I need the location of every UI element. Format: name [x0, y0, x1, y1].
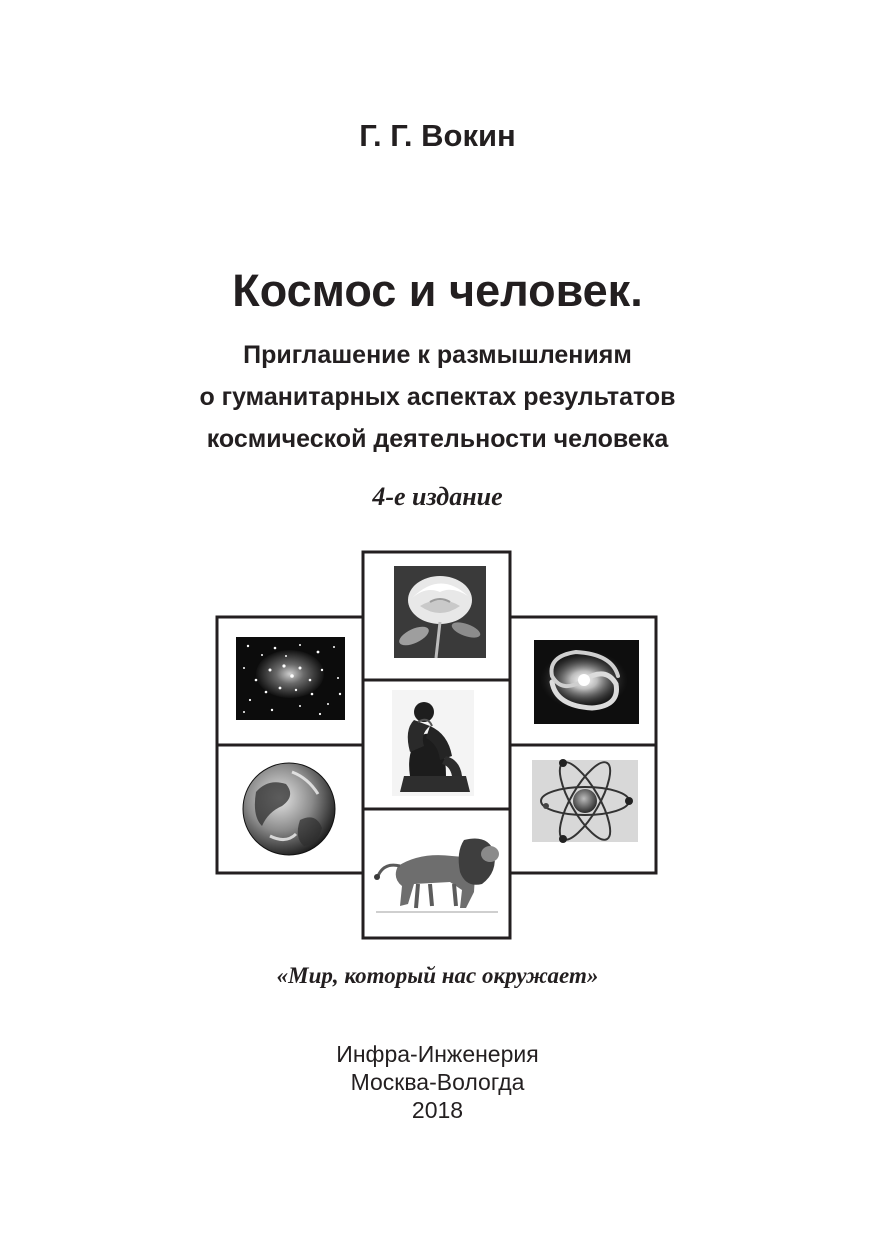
spiral-galaxy-icon [534, 640, 639, 724]
author: Г. Г. Вокин [359, 118, 516, 153]
city: Москва-Вологда [350, 1069, 525, 1095]
subtitle-line: космической деятельности человека [206, 425, 669, 453]
earth-icon [243, 763, 335, 855]
thinker-statue-icon [392, 690, 474, 796]
lion-icon [374, 839, 499, 913]
edition: 4-е издание [372, 482, 503, 511]
rose-icon [394, 566, 486, 658]
publisher: Инфра-Инженерия [336, 1041, 539, 1067]
atom-model-icon [532, 756, 638, 846]
subtitle-line: Приглашение к размышлениям [243, 341, 632, 369]
subtitle-line: о гуманитарных аспектах результатов [199, 383, 676, 411]
book-title: Космос и человек. [232, 265, 643, 316]
series-name: «Мир, который нас окружает» [276, 963, 599, 988]
star-cluster-icon [236, 637, 345, 720]
year: 2018 [411, 1097, 464, 1123]
imprint [0, 1040, 875, 1124]
